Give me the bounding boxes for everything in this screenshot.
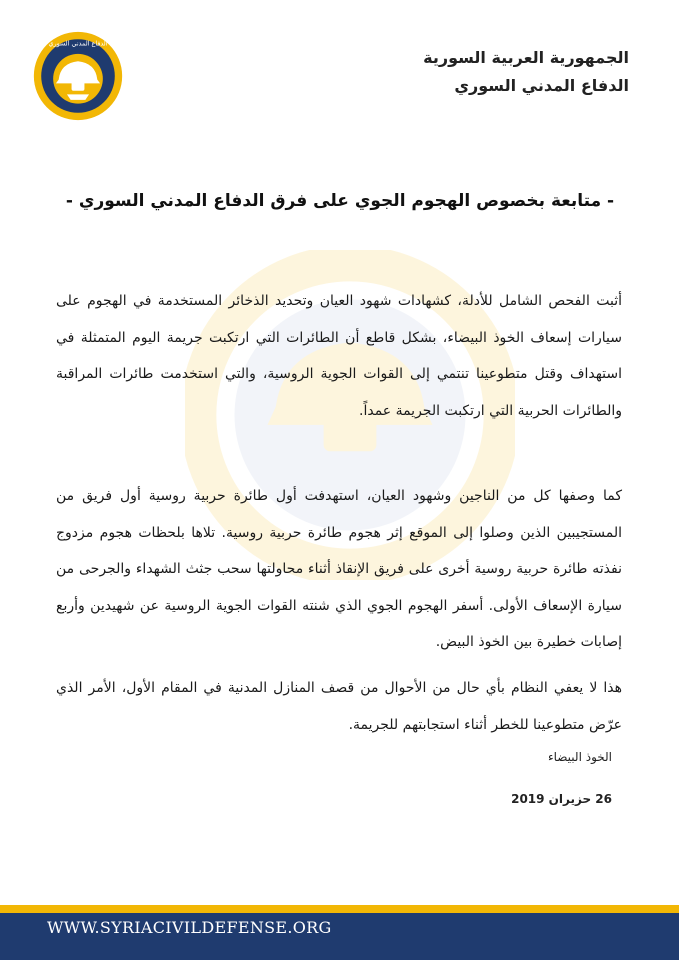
white-helmets-logo-icon bbox=[32, 30, 124, 122]
organization-name: الدفاع المدني السوري bbox=[454, 76, 629, 95]
logo-text: الدفاع المدني السوري bbox=[48, 39, 108, 48]
paragraph-attack-description: كما وصفها كل من الناجين وشهود العيان، استهدفت أول طائرة حربية روسية أول فريق من المستجيبين الذين وصلوا إلى الموقع إثر هجوم طائرة حربية روسية. تلاها بلحظات هجوم مزدوج نفذته طائرة حربية روسية أخرى على فريق الإنقاذ أثناء محاولتها سحب جثث الشهداء والجرحى من سيارة الإسعاف الأولى. أسفر الهجوم الجوي الذي شنته القوات الجوية الروسية عن شهيدين وأربع إصابات خطيرة بين الخوذ البيض. bbox=[56, 488, 622, 650]
paragraph-evidence: أثبت الفحص الشامل للأدلة، كشهادات شهود العيان وتحديد الذخائر المستخدمة في الهجوم على سيارات إسعاف الخوذ البيضاء، بشكل قاطع أن الطائرات التي ارتكبت جريمة اليوم المتمثلة في استهداف وقتل متطوعينا تنتمي إلى القوات الجوية الروسية، والتي استخدمت طائرات المراقبة والطائرات الحربية التي ارتكبت الجريمة عمداً. bbox=[56, 293, 622, 419]
organization-header bbox=[329, 44, 629, 100]
country-name: الجمهورية العربية السورية bbox=[423, 48, 629, 67]
signature-date: 26 حزيران 2019 bbox=[511, 792, 612, 806]
footer-yellow-stripe bbox=[0, 905, 679, 913]
paragraph-regime-responsibility: هذا لا يعفي النظام بأي حال من الأحوال من قصف المنازل المدنية في المقام الأول، الأمر الذي عرّض متطوعينا للخطر أثناء استجابتهم للجريمة. bbox=[56, 680, 622, 733]
document-title: - متابعة بخصوص الهجوم الجوي على فرق الدفاع المدني السوري - bbox=[65, 191, 615, 211]
signature-place: الخوذ البيضاء bbox=[547, 750, 612, 764]
footer-website-link[interactable]: WWW.SYRIACIVILDEFENSE.ORG bbox=[47, 918, 332, 937]
